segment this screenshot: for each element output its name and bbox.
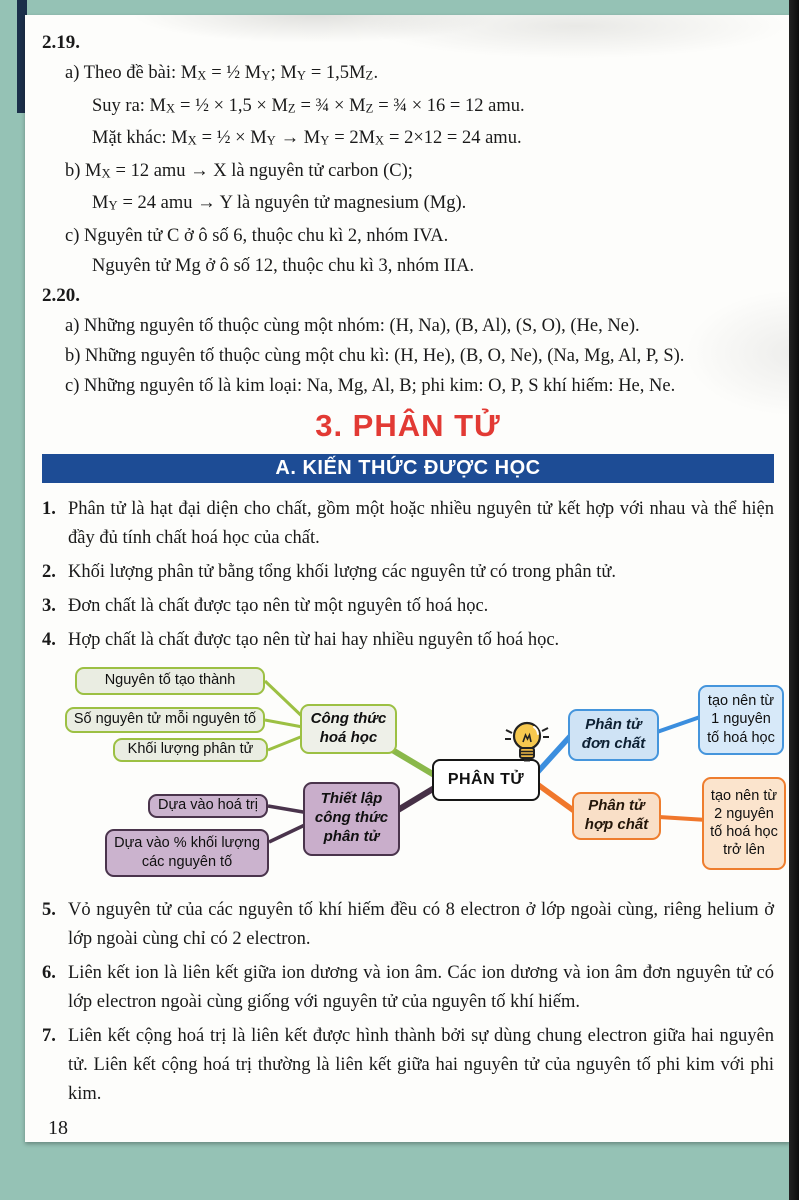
node-phan-tu-hop-chat: Phân tử hợp chất bbox=[572, 792, 661, 840]
item-number: 7. bbox=[42, 1025, 56, 1046]
knowledge-item bbox=[42, 1022, 774, 1109]
item-number: 1. bbox=[42, 498, 56, 519]
solution-line: c) Nguyên tử C ở ô số 6, thuộc chu kì 2, nhóm IVA. bbox=[65, 225, 449, 246]
item-number: 3. bbox=[42, 595, 56, 616]
exercise-number: 2.19. bbox=[42, 32, 80, 53]
item-number: 5. bbox=[42, 899, 56, 920]
solution-line: a) Theo đề bài: $M_X$ = ½ $M_Y$; $M_Y = 1,5M_Z$. bbox=[65, 63, 379, 83]
solution-line: b) $M_X = 12$ amu → X là nguyên tử carbon (C); bbox=[65, 160, 413, 181]
exercise-2-19 bbox=[42, 33, 774, 276]
item-text: Khối lượng phân tử bằng tổng khối lượng các nguyên tử có trong phân tử. bbox=[68, 561, 617, 582]
node-dua-vao-hoa-tri: Dựa vào hoá trị bbox=[148, 794, 268, 818]
item-text: Liên kết cộng hoá trị là liên kết được hình thành bởi sự dùng chung electron giữa hai nguyên tử. Liên kết cộng hoá trị thường là liên kết giữa hai nguyên tử của nguyên tố phi kim với phi kim. bbox=[68, 1025, 774, 1104]
section-banner: A. KIẾN THỨC ĐƯỢC HỌC bbox=[42, 454, 774, 483]
node-khoi-luong-phan-tu: Khối lượng phân tử bbox=[113, 738, 268, 762]
node-nguyen-to-tao-thanh: Nguyên tố tạo thành bbox=[75, 667, 265, 695]
node-tao-nen-1-nguyen-to: tạo nên từ 1 nguyên tố hoá học bbox=[698, 685, 784, 755]
item-text: Liên kết ion là liên kết giữa ion dương và ion âm. Các ion dương và ion âm đơn nguyên tử có lớp electron ngoài cùng giống với nguyên tử của nguyên tố khí hiếm. bbox=[68, 962, 774, 1012]
item-text: Đơn chất là chất được tạo nên từ một nguyên tố hoá học. bbox=[68, 595, 489, 616]
solution-line: Suy ra: $M_X$ = ½ × $1,5 \times M_Z$ = ¾ × $M_Z$ = ¾ × 16 = 12 amu. bbox=[92, 95, 525, 116]
knowledge-item bbox=[42, 896, 774, 954]
node-so-nguyen-tu: Số nguyên tử mỗi nguyên tố bbox=[65, 707, 265, 733]
knowledge-item bbox=[42, 592, 774, 621]
solution-line: Mặt khác: $M_X$ = ½ × $M_Y \to M_Y = 2M_X = 2\times 12 = 24$ amu. bbox=[92, 128, 522, 148]
exercise-2-20 bbox=[42, 286, 774, 396]
page-number: 18 bbox=[48, 1116, 68, 1139]
section-title: 3. PHÂN TỬ bbox=[315, 407, 501, 443]
solution-line: b) Những nguyên tố thuộc cùng một chu kì: (H, He), (B, O, Ne), (Na, Mg, Al, P, S). bbox=[65, 345, 685, 366]
knowledge-item bbox=[42, 558, 774, 587]
item-text: Phân tử là hạt đại diện cho chất, gồm một hoặc nhiều nguyên tử kết hợp với nhau và thể hiện đầy đủ tính chất hoá học của chất. bbox=[68, 498, 774, 548]
node-tao-nen-2-nguyen-to: tạo nên từ 2 nguyên tố hoá học trở lên bbox=[702, 777, 786, 870]
solution-line: $M_Y = 24$ amu → Y là nguyên tử magnesium (Mg). bbox=[92, 193, 467, 213]
item-text: Vỏ nguyên tử của các nguyên tố khí hiếm đều có 8 electron ở lớp ngoài cùng, riêng helium ở lớp ngoài cùng chỉ có 2 electron. bbox=[68, 899, 774, 949]
item-number: 4. bbox=[42, 629, 56, 650]
lightbulb-icon bbox=[503, 716, 551, 774]
textbook-page bbox=[25, 15, 790, 1142]
book-edge-shadow bbox=[789, 0, 799, 1200]
node-dua-vao-khoi-luong: Dựa vào % khối lượng các nguyên tố bbox=[105, 829, 269, 877]
solution-line: c) Những nguyên tố là kim loại: Na, Mg, Al, B; phi kim: O, P, S khí hiếm: He, Ne. bbox=[65, 375, 676, 396]
knowledge-item bbox=[42, 495, 774, 553]
item-number: 2. bbox=[42, 561, 56, 582]
node-thiet-lap-cong-thuc: Thiết lập công thức phân tử bbox=[303, 782, 400, 856]
node-cong-thuc-hoa-hoc: Công thức hoá học bbox=[300, 704, 397, 754]
node-phan-tu-center: PHÂN TỬ bbox=[432, 759, 540, 801]
node-phan-tu-don-chat: Phân tử đơn chất bbox=[568, 709, 659, 761]
knowledge-item bbox=[42, 959, 774, 1017]
solution-line: Nguyên tử Mg ở ô số 12, thuộc chu kì 3, nhóm IIA. bbox=[92, 255, 475, 276]
exercise-number: 2.20. bbox=[42, 284, 80, 306]
molecule-mind-map bbox=[25, 660, 790, 890]
item-text: Hợp chất là chất được tạo nên từ hai hay nhiều nguyên tố hoá học. bbox=[68, 629, 560, 650]
knowledge-item bbox=[42, 626, 774, 655]
page-content bbox=[25, 15, 790, 1140]
item-number: 6. bbox=[42, 962, 56, 983]
solution-line: a) Những nguyên tố thuộc cùng một nhóm: (H, Na), (B, Al), (S, O), (He, Ne). bbox=[65, 315, 640, 336]
